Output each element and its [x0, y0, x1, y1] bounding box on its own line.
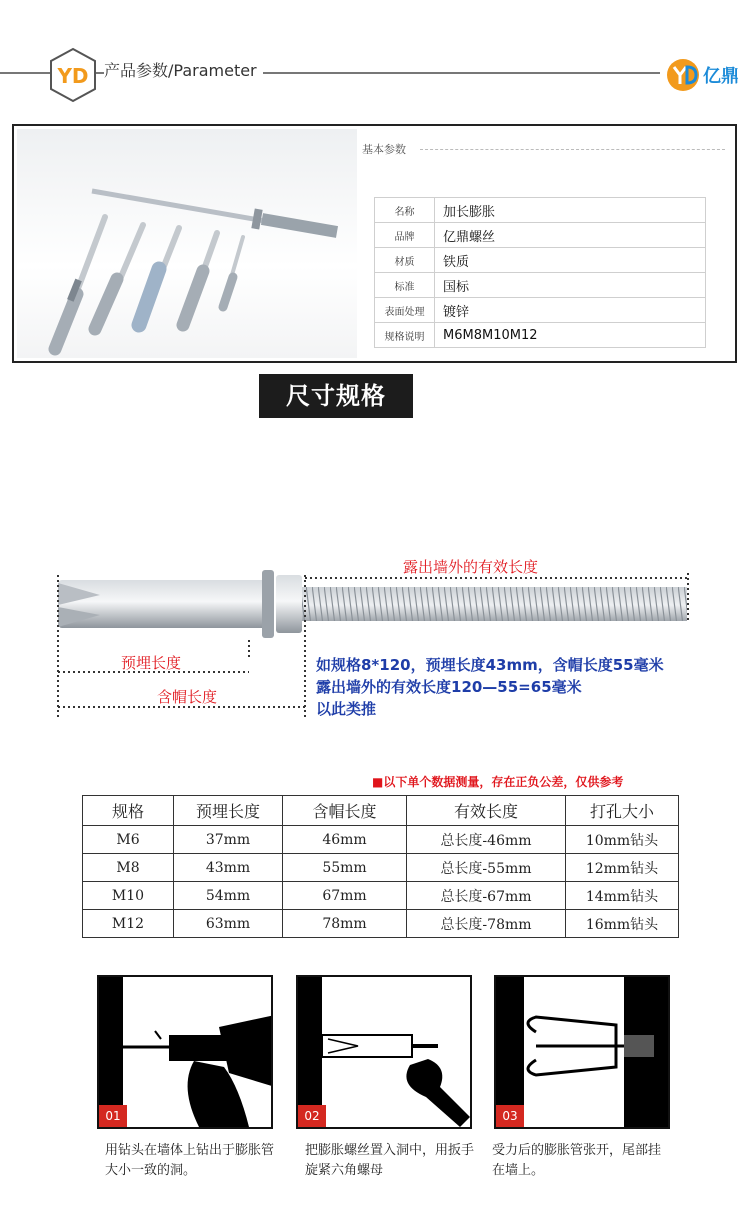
spec-row [375, 223, 706, 248]
table-cell: M10 [83, 882, 174, 910]
spec-row [375, 248, 706, 273]
brand-mark-icon [665, 57, 701, 93]
step-3-description: 受力后的膨胀管张开，尾部挂在墙上。 [492, 1143, 662, 1178]
column-header: 含帽长度 [283, 796, 407, 826]
yd-logo-icon [48, 47, 98, 103]
spec-value: 加长膨胀 [435, 198, 706, 223]
table-cell: 16mm钻头 [566, 910, 679, 938]
table-row [83, 882, 679, 910]
step-2-description: 把膨胀螺丝置入洞中，用扳手旋紧六角螺母 [305, 1143, 475, 1178]
table-cell: 37mm [174, 826, 283, 854]
column-header: 有效长度 [407, 796, 566, 826]
brand-logo [665, 57, 747, 93]
spec-value: 镀锌 [435, 298, 706, 323]
step-badge: 01 [99, 1105, 127, 1127]
header-rule [0, 72, 660, 74]
table-cell: 14mm钻头 [566, 882, 679, 910]
column-header: 预埋长度 [174, 796, 283, 826]
table-cell: 43mm [174, 854, 283, 882]
table-cell: 10mm钻头 [566, 826, 679, 854]
product-photo [17, 129, 357, 358]
size-spec-title: 尺寸规格 [259, 374, 413, 418]
table-cell: 12mm钻头 [566, 854, 679, 882]
example-line: 以此类推 [316, 700, 377, 718]
step-2-insert-panel [296, 975, 472, 1129]
example-line: 如规格8*120，预埋长度43mm，含帽长度55毫米 [316, 656, 664, 674]
table-cell: M12 [83, 910, 174, 938]
spec-heading: 基本参数 [362, 143, 406, 156]
product-parameter-panel [12, 124, 737, 363]
step-1-drill-panel [97, 975, 273, 1129]
table-cell: 46mm [283, 826, 407, 854]
header [0, 45, 750, 105]
step-badge: 03 [496, 1105, 524, 1127]
table-cell: 总长度-67mm [407, 882, 566, 910]
table-header-row [83, 796, 679, 826]
step-3-expand-panel [494, 975, 670, 1129]
table-cell: 总长度-78mm [407, 910, 566, 938]
column-header: 打孔大小 [566, 796, 679, 826]
table-cell: M6 [83, 826, 174, 854]
section-heading: 产品参数/Parameter [104, 58, 263, 81]
table-cell: 55mm [283, 854, 407, 882]
table-row [83, 910, 679, 938]
step-badge: 02 [298, 1105, 326, 1127]
table-cell: 78mm [283, 910, 407, 938]
spec-key: 表面处理 [375, 298, 435, 323]
table-row [83, 854, 679, 882]
tolerance-note: ■以下单个数据测量，存在正负公差，仅供参考 [372, 775, 624, 789]
spec-row [375, 273, 706, 298]
spec-key: 名称 [375, 198, 435, 223]
spec-area [360, 129, 732, 358]
table-row [83, 826, 679, 854]
spec-divider [420, 149, 725, 150]
spec-value: 亿鼎螺丝 [435, 223, 706, 248]
spec-row [375, 323, 706, 348]
spec-key: 材质 [375, 248, 435, 273]
spec-value: M6M8M10M12 [435, 323, 706, 348]
spec-value: 铁质 [435, 248, 706, 273]
logo-letters: YD [57, 64, 89, 88]
spec-row [375, 298, 706, 323]
example-line: 露出墙外的有效长度120—55=65毫米 [316, 678, 582, 696]
cap-length-label: 含帽长度 [157, 688, 218, 706]
dimension-diagram [0, 545, 750, 725]
spec-table [374, 197, 706, 348]
example-explanation [316, 654, 664, 720]
column-header: 规格 [83, 796, 174, 826]
brand-name: 亿鼎 [703, 66, 739, 87]
embed-length-label: 预埋长度 [121, 654, 182, 672]
table-cell: 67mm [283, 882, 407, 910]
step-1-description: 用钻头在墙体上钻出于膨胀管大小一致的洞。 [105, 1143, 275, 1178]
spec-value: 国标 [435, 273, 706, 298]
table-cell: 63mm [174, 910, 283, 938]
spec-key: 规格说明 [375, 323, 435, 348]
table-cell: 54mm [174, 882, 283, 910]
table-cell: 总长度-46mm [407, 826, 566, 854]
spec-row [375, 198, 706, 223]
table-cell: 总长度-55mm [407, 854, 566, 882]
dimension-table [82, 795, 679, 938]
table-cell: M8 [83, 854, 174, 882]
spec-key: 品牌 [375, 223, 435, 248]
exposed-length-label: 露出墙外的有效长度 [403, 558, 539, 576]
anchor-bolts-image [17, 129, 357, 358]
spec-key: 标准 [375, 273, 435, 298]
